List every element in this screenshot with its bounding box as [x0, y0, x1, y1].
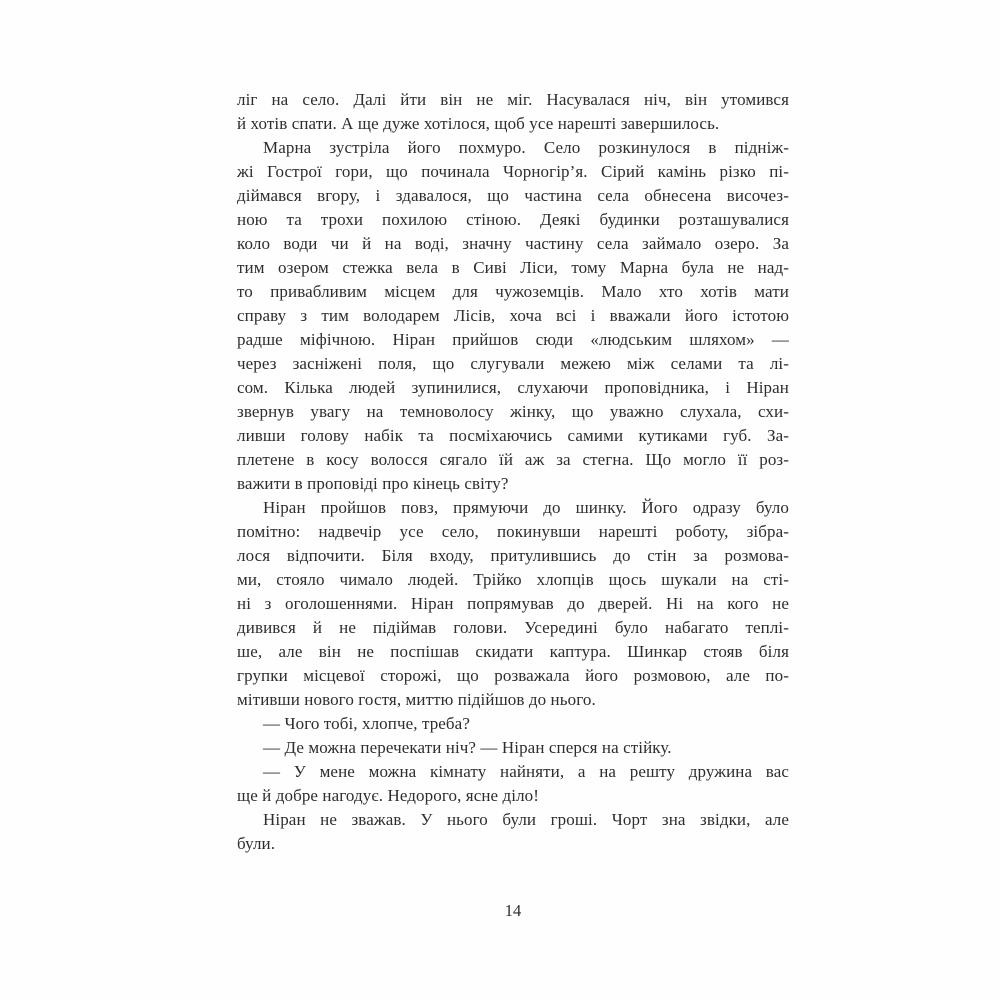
text-line: сом. Кілька людей зупинилися, слухаючи проповідника, і Ніран: [237, 378, 789, 397]
text-line: мітивши нового гостя, миттю підійшов до нього.: [237, 690, 596, 709]
text-line: жі Гострої гори, що починала Чорногір’я. Сірий камінь різко пі-: [237, 162, 789, 181]
text-line: Марна зустріла його похмуро. Село розкинулося в підніж-: [263, 138, 789, 157]
text-line: Ніран пройшов повз, прямуючи до шинку. Його одразу було: [263, 498, 789, 517]
text-line: ливши голову набік та посміхаючись самими кутиками губ. За-: [237, 426, 789, 445]
text-line: радше міфічною. Ніран прийшов сюди «людським шляхом» —: [237, 330, 789, 349]
text-line: ні з оголошеннями. Ніран попрямував до дверей. Ні на кого не: [237, 594, 789, 613]
text-line: групки місцевої сторожі, що розважала його розмовою, але по-: [237, 666, 789, 685]
text-line: — Де можна перечекати ніч? — Ніран сперся на стійку.: [263, 738, 672, 757]
text-line: й хотів спати. А ще дуже хотілося, щоб усе нарешті завершилось.: [237, 114, 720, 133]
page-text: [237, 88, 789, 856]
text-line: ною та трохи похилою стіною. Деякі будинки розташувалися: [237, 210, 789, 229]
text-line: справу з тим володарем Лісів, хоча всі і вважали його істотою: [237, 306, 789, 325]
text-line: ще й добре нагодує. Недорого, ясне діло!: [237, 786, 540, 805]
text-line: плетене в косу волосся сягало їй аж за стегна. Що могло її роз-: [237, 450, 789, 469]
text-line: дивився й не підіймав голови. Усередині було набагато теплі-: [237, 618, 789, 637]
text-line: були.: [237, 834, 276, 853]
text-line: лося відпочити. Біля входу, притулившись до стін за розмова-: [237, 546, 789, 565]
text-line: помітно: надвечір усе село, покинувши нарешті роботу, зібра-: [237, 522, 789, 541]
page-number: 14: [504, 901, 522, 920]
text-line: коло води чи й на воді, значну частину села займало озеро. За: [237, 234, 789, 253]
text-line: ми, стояло чимало людей. Трійко хлопців щось шукали на сті-: [237, 570, 789, 589]
text-line: діймався вгору, і здавалося, що частина села обнесена височез-: [237, 186, 789, 205]
text-line: важити в проповіді про кінець світу?: [237, 474, 509, 493]
text-line: — Чого тобі, хлопче, треба?: [263, 714, 470, 733]
text-line: то привабливим місцем для чужоземців. Мало хто хотів мати: [237, 282, 789, 301]
text-line: — У мене можна кімнату найняти, а на решту дружина вас: [263, 762, 789, 781]
text-line: ліг на село. Далі йти він не міг. Насувалася ніч, він утомився: [237, 90, 789, 109]
text-line: звернув увагу на темноволосу жінку, що уважно слухала, схи-: [237, 402, 789, 421]
text-line: через засніжені поля, що слугували межею між селами та лі-: [237, 354, 789, 373]
text-line: тим озером стежка вела в Сиві Ліси, тому Марна була не над-: [237, 258, 789, 277]
text-line: ше, але він не поспішав скидати каптура. Шинкар стояв біля: [237, 642, 789, 661]
text-line: Ніран не зважав. У нього були гроші. Чорт зна звідки, але: [263, 810, 789, 829]
